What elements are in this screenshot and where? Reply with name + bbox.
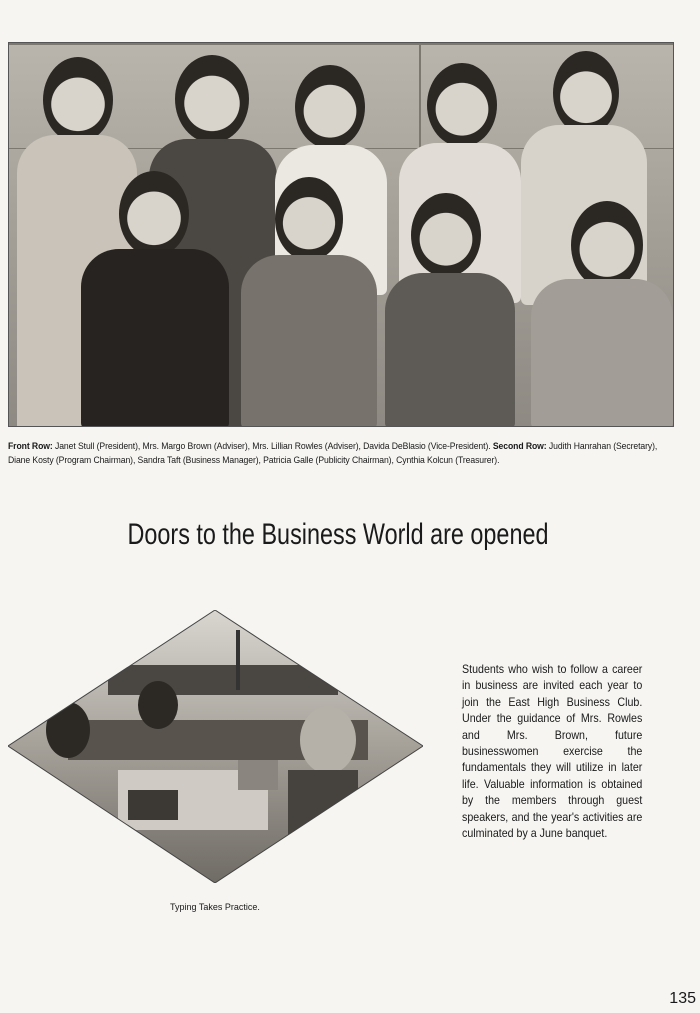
article-body: Students who wish to follow a career in business are invited each year to join the East High Business Club. Under the guidance of Mrs. Rowles and Mrs. Brown, future businesswomen exercise the fundamentals they will utilize in later life. Valuable information is obtained by the members through guest speakers, and the year's activities are culminated by a June banquet.	[462, 663, 643, 841]
second-row-names: Judith Hanrahan (Secretary), Diane Kosty (Program Chairman), Sandra Taft (Business Manager), Patricia Galle (Publicity Chairman), Cynthia Kolcun (Treasurer).	[8, 441, 658, 466]
front-row-names: Janet Stull (President), Mrs. Margo Brown (Adviser), Mrs. Lillian Rowles (Adviser), Davida DeBlasio (Vice-President).	[54, 441, 491, 452]
page-headline: Doors to the Business World are opened	[127, 518, 549, 551]
typing-photo	[8, 610, 423, 883]
second-row-label: Second Row:	[492, 441, 547, 452]
typing-photo-caption: Typing Takes Practice.	[170, 902, 260, 912]
group-photo	[8, 42, 674, 427]
page-number: 135	[669, 990, 696, 1007]
front-row-label: Front Row:	[8, 441, 53, 452]
group-photo-caption	[8, 440, 678, 468]
